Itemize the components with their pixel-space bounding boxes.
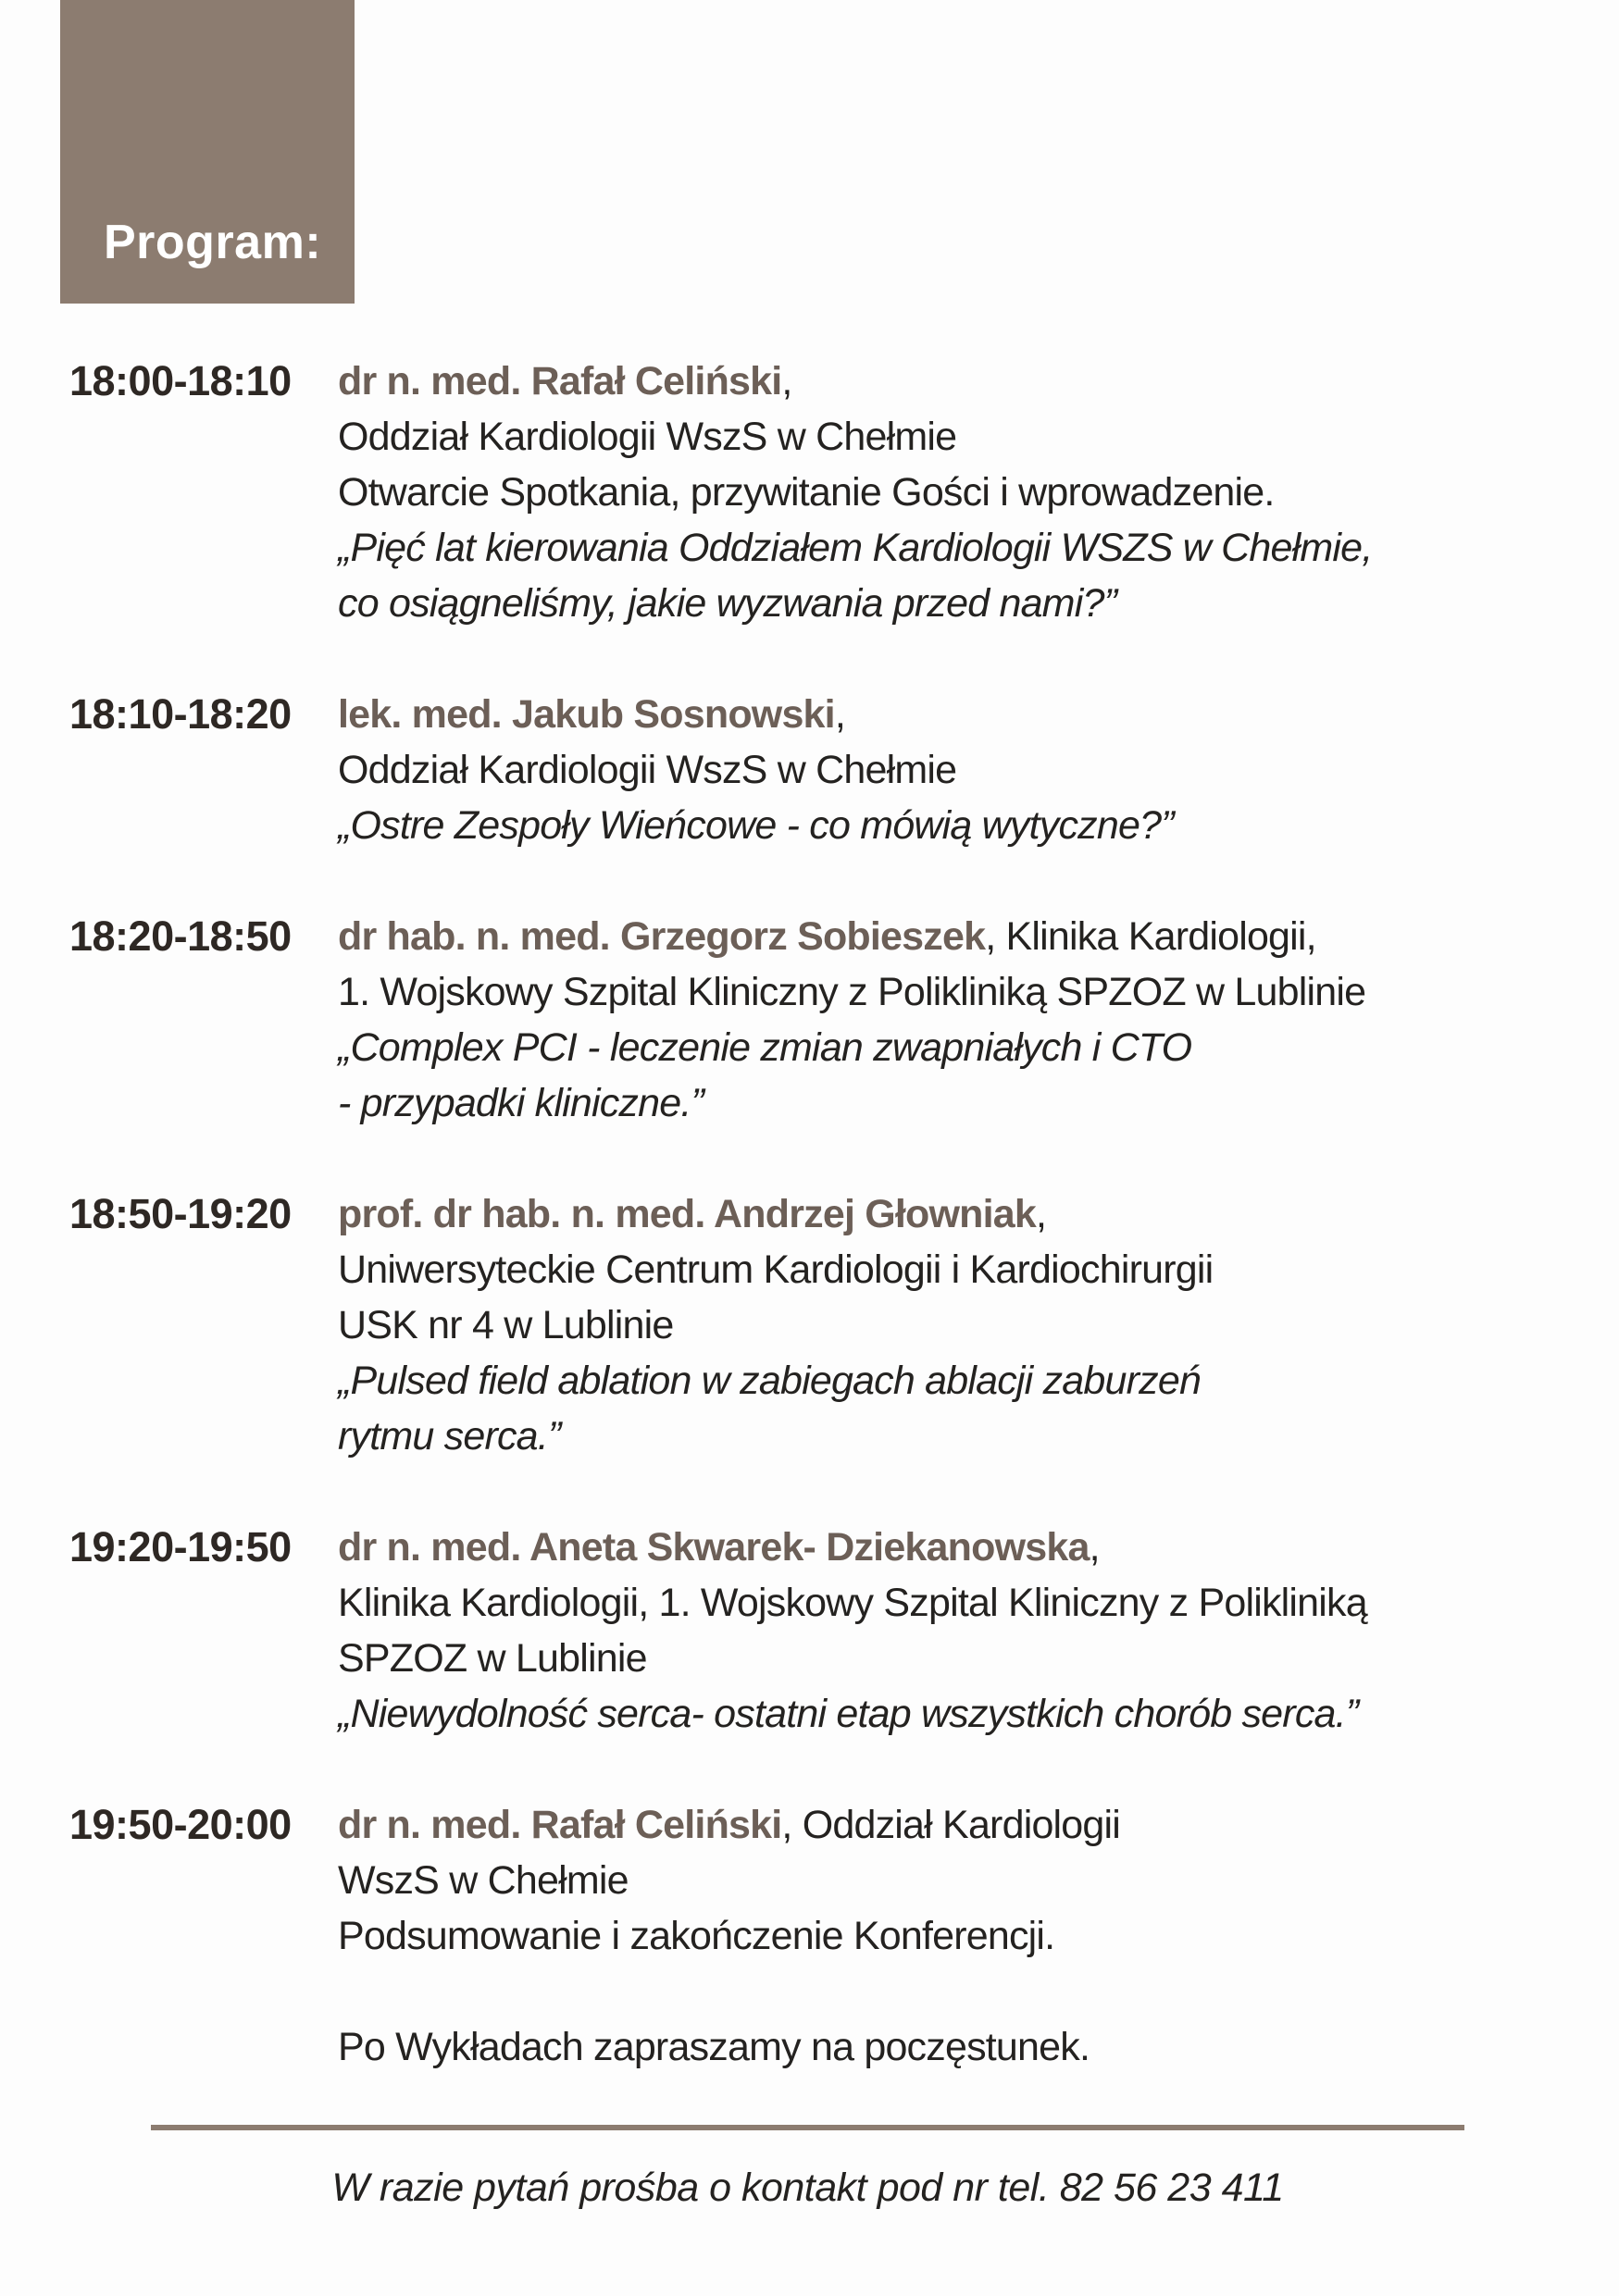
speaker-line	[338, 1797, 1574, 1853]
speaker-name: dr n. med. Aneta Skwarek- Dziekanowska	[338, 1525, 1090, 1570]
speaker-name: dr n. med. Rafał Celiński	[338, 359, 782, 403]
speaker-line	[338, 687, 1574, 742]
talk-title-line: „Ostre Zespoły Wieńcowe - co mówią wytyczne?”	[338, 803, 1174, 848]
talk-title-line: rytmu serca.”	[338, 1414, 561, 1458]
speaker-name: dr hab. n. med. Grzegorz Sobieszek	[338, 914, 986, 959]
affiliation-line: WszS w Chełmie	[338, 1858, 629, 1903]
speaker-line	[338, 354, 1574, 409]
page-title: Program:	[104, 216, 322, 269]
speaker-line	[338, 1186, 1574, 1242]
entry-time: 18:50-19:20	[69, 1190, 292, 1237]
entry-details	[338, 1186, 1574, 1464]
entry-time: 18:00-18:10	[69, 357, 292, 404]
talk-title-line: „Niewydolność serca- ostatni etap wszystkich chorób serca.”	[338, 1692, 1359, 1736]
speaker-line	[338, 909, 1574, 964]
speaker-name: prof. dr hab. n. med. Andrzej Głowniak	[338, 1192, 1037, 1236]
description-line: Podsumowanie i zakończenie Konferencji.	[338, 1914, 1055, 1958]
entry-time: 19:50-20:00	[69, 1801, 292, 1848]
affiliation-line: USK nr 4 w Lublinie	[338, 1303, 674, 1347]
affiliation-line: 1. Wojskowy Szpital Kliniczny z Polikliniką SPZOZ w Lublinie	[338, 970, 1366, 1014]
speaker-line	[338, 1520, 1574, 1575]
speaker-suffix: , Klinika Kardiologii,	[985, 914, 1316, 959]
talk-title-line: „Pulsed field ablation w zabiegach ablacji zaburzeń	[338, 1359, 1202, 1403]
schedule-entry-4	[69, 1186, 1574, 1464]
talk-title-line: „Complex PCI - leczenie zmian zwapniałych i CTO	[338, 1025, 1192, 1070]
entry-time: 18:20-18:50	[69, 912, 292, 960]
affiliation-line: Klinika Kardiologii, 1. Wojskowy Szpital Kliniczny z Polikliniką	[338, 1581, 1367, 1625]
schedule-entry-2	[69, 687, 1574, 853]
talk-title-line: - przypadki kliniczne.”	[338, 1081, 704, 1125]
entry-time: 19:20-19:50	[69, 1523, 292, 1570]
affiliation-line: Oddział Kardiologii WszS w Chełmie	[338, 415, 957, 459]
affiliation-line: Oddział Kardiologii WszS w Chełmie	[338, 748, 957, 792]
speaker-suffix: ,	[781, 359, 792, 403]
program-header-box	[60, 0, 355, 304]
talk-title-line: „Pięć lat kierowania Oddziałem Kardiologii WSZS w Chełmie,	[338, 526, 1373, 570]
entry-details	[338, 909, 1574, 1131]
affiliation-line: Uniwersyteckie Centrum Kardiologii i Kardiochirurgii	[338, 1247, 1214, 1292]
speaker-name: lek. med. Jakub Sosnowski	[338, 692, 835, 737]
schedule-entry-3	[69, 909, 1574, 1131]
talk-title-line: co osiągneliśmy, jakie wyzwania przed nami?”	[338, 581, 1117, 626]
schedule-entry-6	[69, 1797, 1574, 1964]
speaker-suffix: ,	[1089, 1525, 1100, 1570]
schedule-entry-5	[69, 1520, 1574, 1742]
speaker-suffix: , Oddział Kardiologii	[781, 1803, 1121, 1847]
entry-details	[338, 1520, 1574, 1742]
affiliation-line: SPZOZ w Lublinie	[338, 1636, 647, 1681]
closing-note: Po Wykładach zapraszamy na poczęstunek.	[338, 2025, 1090, 2069]
entry-time: 18:10-18:20	[69, 690, 292, 738]
speaker-suffix: ,	[834, 692, 845, 737]
entry-details	[338, 687, 1574, 853]
description-line: Otwarcie Spotkania, przywitanie Gości i wprowadzenie.	[338, 470, 1275, 515]
schedule-list	[69, 354, 1574, 2075]
schedule-entry-1	[69, 354, 1574, 631]
speaker-suffix: ,	[1036, 1192, 1047, 1236]
footer-contact: W razie pytań prośba o kontakt pod nr tel. 82 56 23 411	[331, 2166, 1284, 2210]
speaker-name: dr n. med. Rafał Celiński	[338, 1803, 782, 1847]
entry-details	[338, 1797, 1574, 1964]
entry-details	[338, 354, 1574, 631]
footer-divider	[151, 2125, 1464, 2130]
